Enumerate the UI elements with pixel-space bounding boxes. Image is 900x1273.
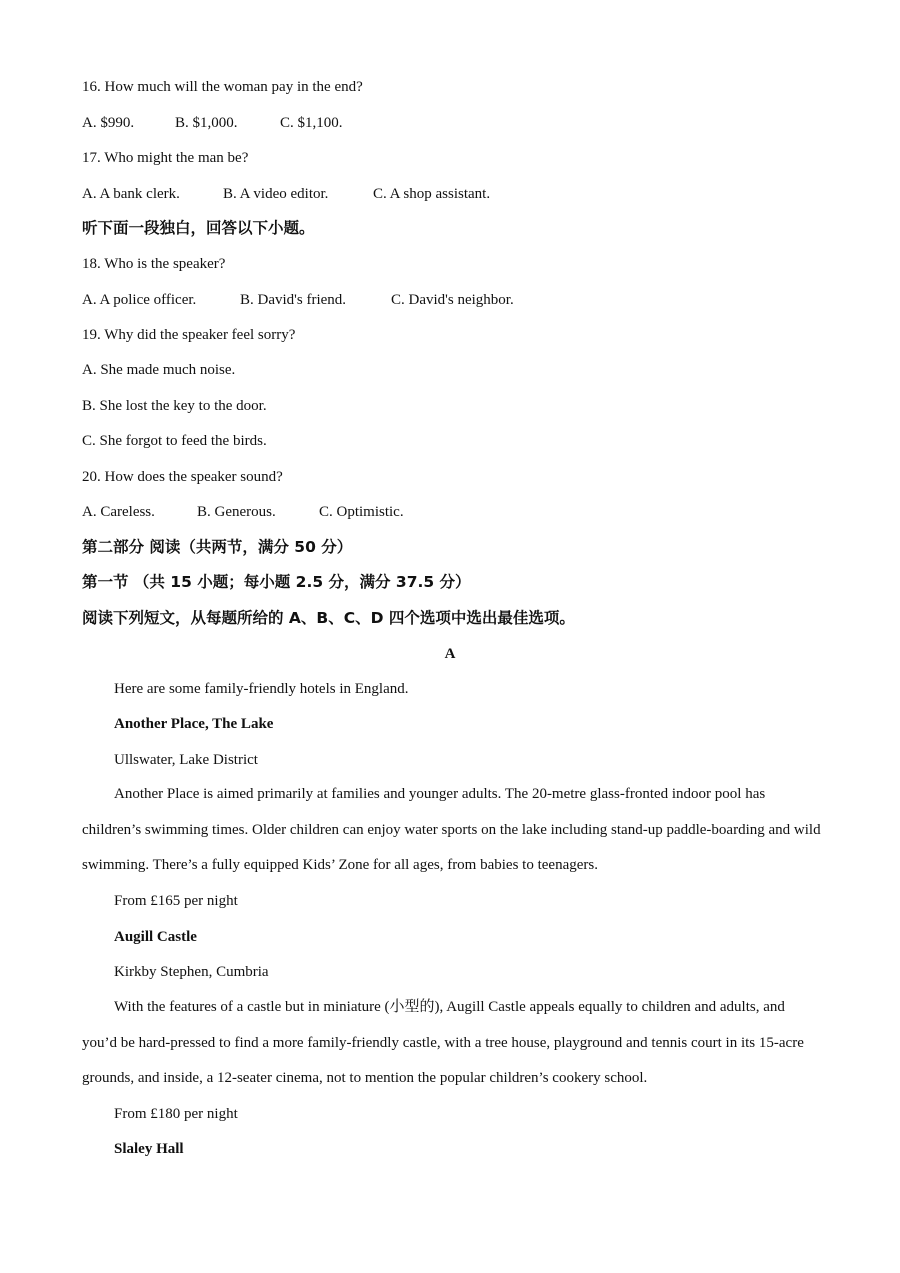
hotel-price: From £165 per night [114,893,238,909]
hotel-price: From £180 per night [114,1106,238,1122]
option-b: B. David's friend. [240,292,347,308]
question-20: 20. How does the speaker sound? [82,469,283,485]
question-20-options [82,502,822,522]
question-17-options [82,184,822,204]
option-c: C. David's neighbor. [391,292,514,308]
option-c: C. A shop assistant. [373,186,491,202]
hotel-description: With the features of a castle but in miniature (小型的), Augill Castle appeals equally to children and adults, and you’d be hard-pressed to find a more family-friendly castle, with a tree house, playground and tennis court in its 15-acre grounds, and inside, a 12-seater cinema, not to mention the popular children’s cookery school. [82,999,804,1086]
hotel-name: Another Place, The Lake [114,716,274,732]
option-c: C. $1,100. [280,115,343,131]
option-a: A. A police officer. [82,292,197,308]
passage-intro: Here are some family-friendly hotels in England. [114,681,409,697]
question-19-option-c: C. She forgot to feed the birds. [82,433,267,449]
part-title: 第二部分 阅读（共两节，满分 50 分） [82,538,353,556]
option-b: B. A video editor. [223,186,329,202]
hotel-name: Slaley Hall [114,1141,184,1157]
question-17: 17. Who might the man be? [82,150,249,166]
option-a: A. A bank clerk. [82,186,180,202]
question-18: 18. Who is the speaker? [82,256,226,272]
option-a: A. Careless. [82,504,155,520]
option-b: B. Generous. [197,504,276,520]
question-19-option-b: B. She lost the key to the door. [82,398,267,414]
question-19: 19. Why did the speaker feel sorry? [82,327,296,343]
question-16-options [82,113,822,133]
question-16: 16. How much will the woman pay in the end? [82,79,363,95]
question-18-options [82,290,822,310]
passage-label: A [444,646,456,662]
hotel-name: Augill Castle [114,929,197,945]
option-b: B. $1,000. [175,115,238,131]
hotel-location: Kirkby Stephen, Cumbria [114,964,269,980]
question-19-option-a: A. She made much noise. [82,362,236,378]
hotel-location: Ullswater, Lake District [114,752,258,768]
reading-instruction: 阅读下列短文，从每题所给的 A、B、C、D 四个选项中选出最佳选项。 [82,609,575,627]
hotel-description: Another Place is aimed primarily at families and younger adults. The 20-metre glass-fronted indoor pool has children’s swimming times. Older children can enjoy water sports on the lake including stand-up paddle-boarding and wild swimming. There’s a fully equipped Kids’ Zone for all ages, from babies to teenagers. [82,786,821,873]
section-title: 第一节 （共 15 小题；每小题 2.5 分，满分 37.5 分） [82,573,471,591]
option-a: A. $990. [82,115,135,131]
option-c: C. Optimistic. [319,504,404,520]
monologue-instruction: 听下面一段独白，回答以下小题。 [82,219,315,237]
